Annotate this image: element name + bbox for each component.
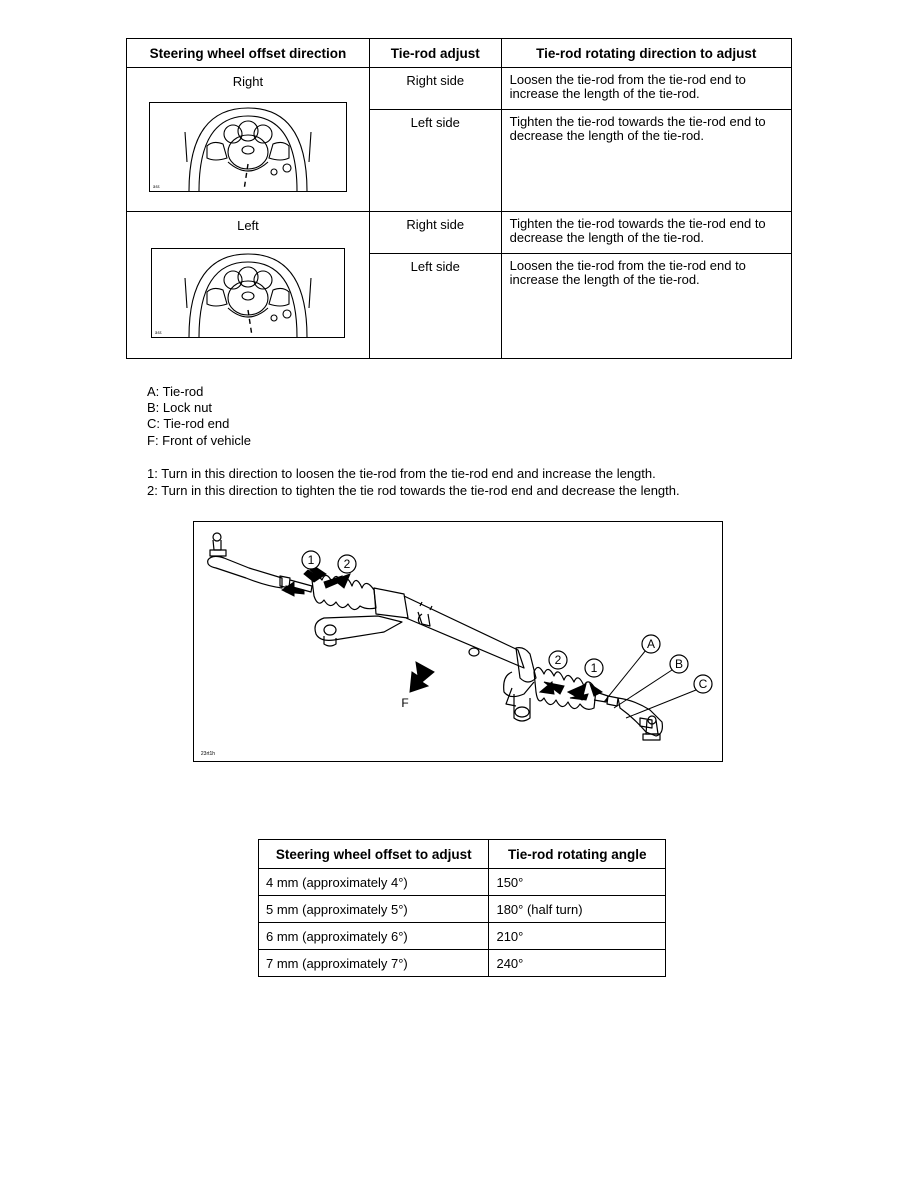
direction-notes <box>147 466 680 499</box>
figure-code: ass <box>152 184 160 189</box>
tie-rod-side-cell: Left side <box>369 110 501 212</box>
tie-rod-side-cell: Left side <box>369 253 501 358</box>
table-row <box>259 923 666 950</box>
angle-cell: 180° (half turn) <box>489 896 666 923</box>
steering-wheel-left-figure <box>151 248 345 338</box>
legend-item: C: Tie-rod end <box>147 416 230 432</box>
callout-2-label: 2 <box>554 653 562 667</box>
rotating-direction-cell: Loosen the tie-rod from the tie-rod end to increase the length of the tie-rod. <box>501 253 791 358</box>
angle-cell: 150° <box>489 869 666 896</box>
rotating-direction-cell: Tighten the tie-rod towards the tie-rod end to decrease the length of the tie-rod. <box>501 212 791 254</box>
table-header-row <box>127 39 792 68</box>
table-row <box>127 68 792 110</box>
angle-cell: 240° <box>489 950 666 977</box>
table-header-row <box>259 840 666 869</box>
callout-b-label: B <box>674 657 684 671</box>
legend <box>147 384 251 449</box>
rotating-direction-cell: Tighten the tie-rod towards the tie-rod end to decrease the length of the tie-rod. <box>501 110 791 212</box>
figure-code: 23rt1h <box>200 751 216 757</box>
note-item: 1: Turn in this direction to loosen the tie-rod from the tie-rod end and increase the length. <box>147 466 656 481</box>
direction-cell <box>127 68 370 212</box>
column-header: Steering wheel offset direction <box>127 39 370 68</box>
column-header: Tie-rod adjust <box>369 39 501 68</box>
tie-rod-side-cell: Right side <box>369 68 501 110</box>
legend-item: F: Front of vehicle <box>147 432 252 448</box>
callout-c-label: C <box>698 677 708 691</box>
rotating-angle-table <box>258 839 666 977</box>
column-header: Tie-rod rotating angle <box>489 840 666 869</box>
callout-2-label: 2 <box>343 557 351 571</box>
steering-offset-table <box>126 38 792 359</box>
tie-rod-figure <box>193 521 723 762</box>
callout-1-label: 1 <box>307 553 315 567</box>
callout-a-label: A <box>646 637 656 651</box>
table-row <box>259 896 666 923</box>
legend-item: B: Lock nut <box>147 400 213 416</box>
column-header: Tie-rod rotating direction to adjust <box>501 39 791 68</box>
offset-cell: 6 mm (approximately 6°) <box>259 923 489 950</box>
steering-rack-diagram <box>194 522 722 761</box>
direction-cell <box>127 212 370 359</box>
steering-wheel-right-figure <box>149 102 347 192</box>
legend-item: A: Tie-rod <box>147 384 204 399</box>
offset-cell: 4 mm (approximately 4°) <box>259 869 489 896</box>
direction-label: Right <box>232 74 264 89</box>
column-header: Steering wheel offset to adjust <box>259 840 489 869</box>
callout-1-label: 1 <box>590 661 598 675</box>
table-row <box>259 869 666 896</box>
table-row <box>259 950 666 977</box>
figure-code: ass <box>154 330 162 335</box>
note-item: 2: Turn in this direction to tighten the tie rod towards the tie-rod end and decrease the length. <box>147 482 680 498</box>
tie-rod-side-cell: Right side <box>369 212 501 254</box>
table-row <box>127 212 792 254</box>
offset-cell: 5 mm (approximately 5°) <box>259 896 489 923</box>
callout-f-label: F <box>401 696 409 710</box>
direction-label: Left <box>237 218 259 233</box>
rotating-direction-cell: Loosen the tie-rod from the tie-rod end to increase the length of the tie-rod. <box>501 68 791 110</box>
angle-cell: 210° <box>489 923 666 950</box>
offset-cell: 7 mm (approximately 7°) <box>259 950 489 977</box>
